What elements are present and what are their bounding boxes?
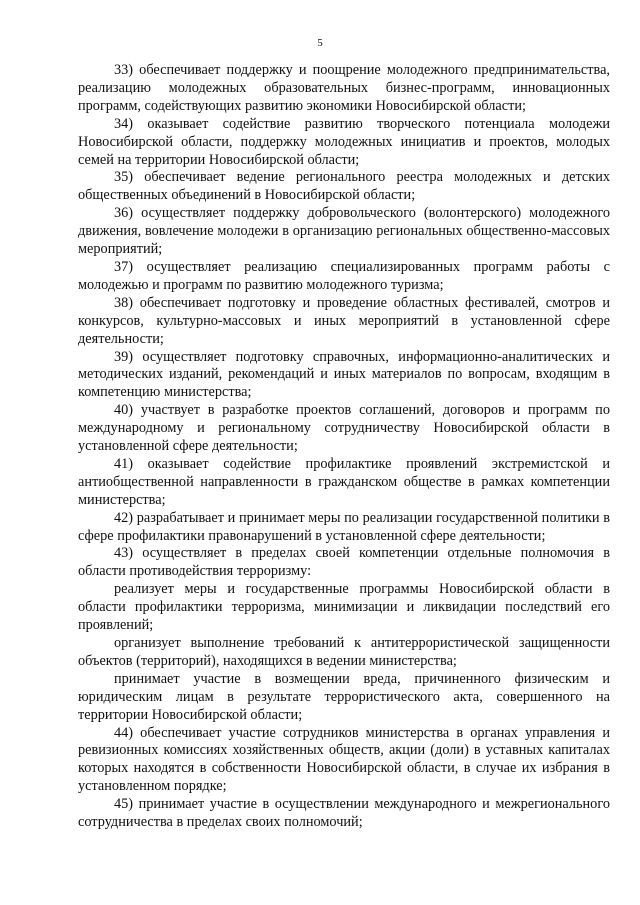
paragraph-40: 40) участвует в разработке проектов соглашений, договоров и программ по международному и региональному сотрудничеству Новосибирской области в установленной сфере деятельности; xyxy=(78,402,610,455)
paragraph-37: 37) осуществляет реализацию специализированных программ работы с молодежью и программ по развитию молодежного туризма; xyxy=(78,258,610,293)
paragraph-42: 42) разрабатывает и принимает меры по реализации государственной политики в сфере профилактики правонарушений в установленной сфере деятельности; xyxy=(78,509,610,544)
paragraph-44: 44) обеспечивает участие сотрудников министерства в органах управления и ревизионных комиссиях хозяйственных обществ, акции (доли) в уставных капиталах которых находятся в собственности Новосибирской области, в случае их избрания в установленном порядке; xyxy=(78,724,610,795)
paragraph-41: 41) оказывает содействие профилактике проявлений экстремистской и антиобщественной направленности в гражданском обществе в рамках компетенции министерства; xyxy=(78,455,610,508)
paragraph-36: 36) осуществляет поддержку добровольческого (волонтерского) молодежного движения, вовлечение молодежи в организацию региональных общественно-массовых мероприятий; xyxy=(78,205,610,258)
paragraph-33: 33) обеспечивает поддержку и поощрение молодежного предпринимательства, реализацию молодежных образовательных бизнес-программ, инновационных программ, содействующих развитию экономики Новосибирской области; xyxy=(78,62,610,114)
paragraph-39: 39) осуществляет подготовку справочных, информационно-аналитических и методических изданий, рекомендаций и иных материалов по вопросам, входящим в компетенцию министерства; xyxy=(78,348,610,401)
paragraph-43: 43) осуществляет в пределах своей компетенции отдельные полномочия в области противодействия терроризму: xyxy=(78,545,610,580)
document-body xyxy=(78,62,610,832)
page-number: 5 xyxy=(317,37,323,49)
paragraph-43-item-3: принимает участие в возмещении вреда, причиненного физическим и юридическим лицам в результате террористического акта, совершенного на территории Новосибирской области; xyxy=(78,670,610,723)
paragraph-43-item-2: организует выполнение требований к антитеррористической защищенности объектов (территорий), находящихся в ведении министерства; xyxy=(78,635,610,669)
paragraph-34: 34) оказывает содействие развитию творческого потенциала молодежи Новосибирской области, поддержку молодежных инициатив и проектов, молодых семей на территории Новосибирской области; xyxy=(78,115,610,168)
paragraph-45: 45) принимает участие в осуществлении международного и межрегионального сотрудничества в пределах своих полномочий; xyxy=(78,796,610,831)
paragraph-35: 35) обеспечивает ведение регионального реестра молодежных и детских общественных объединений в Новосибирской области; xyxy=(78,169,610,204)
paragraph-43-item-1: реализует меры и государственные программы Новосибирской области в области профилактики терроризма, минимизации и ликвидации последствий его проявлений; xyxy=(78,581,610,634)
paragraph-38: 38) обеспечивает подготовку и проведение областных фестивалей, смотров и конкурсов, культурно-массовых и иных мероприятий в установленной сфере деятельности; xyxy=(78,294,610,347)
